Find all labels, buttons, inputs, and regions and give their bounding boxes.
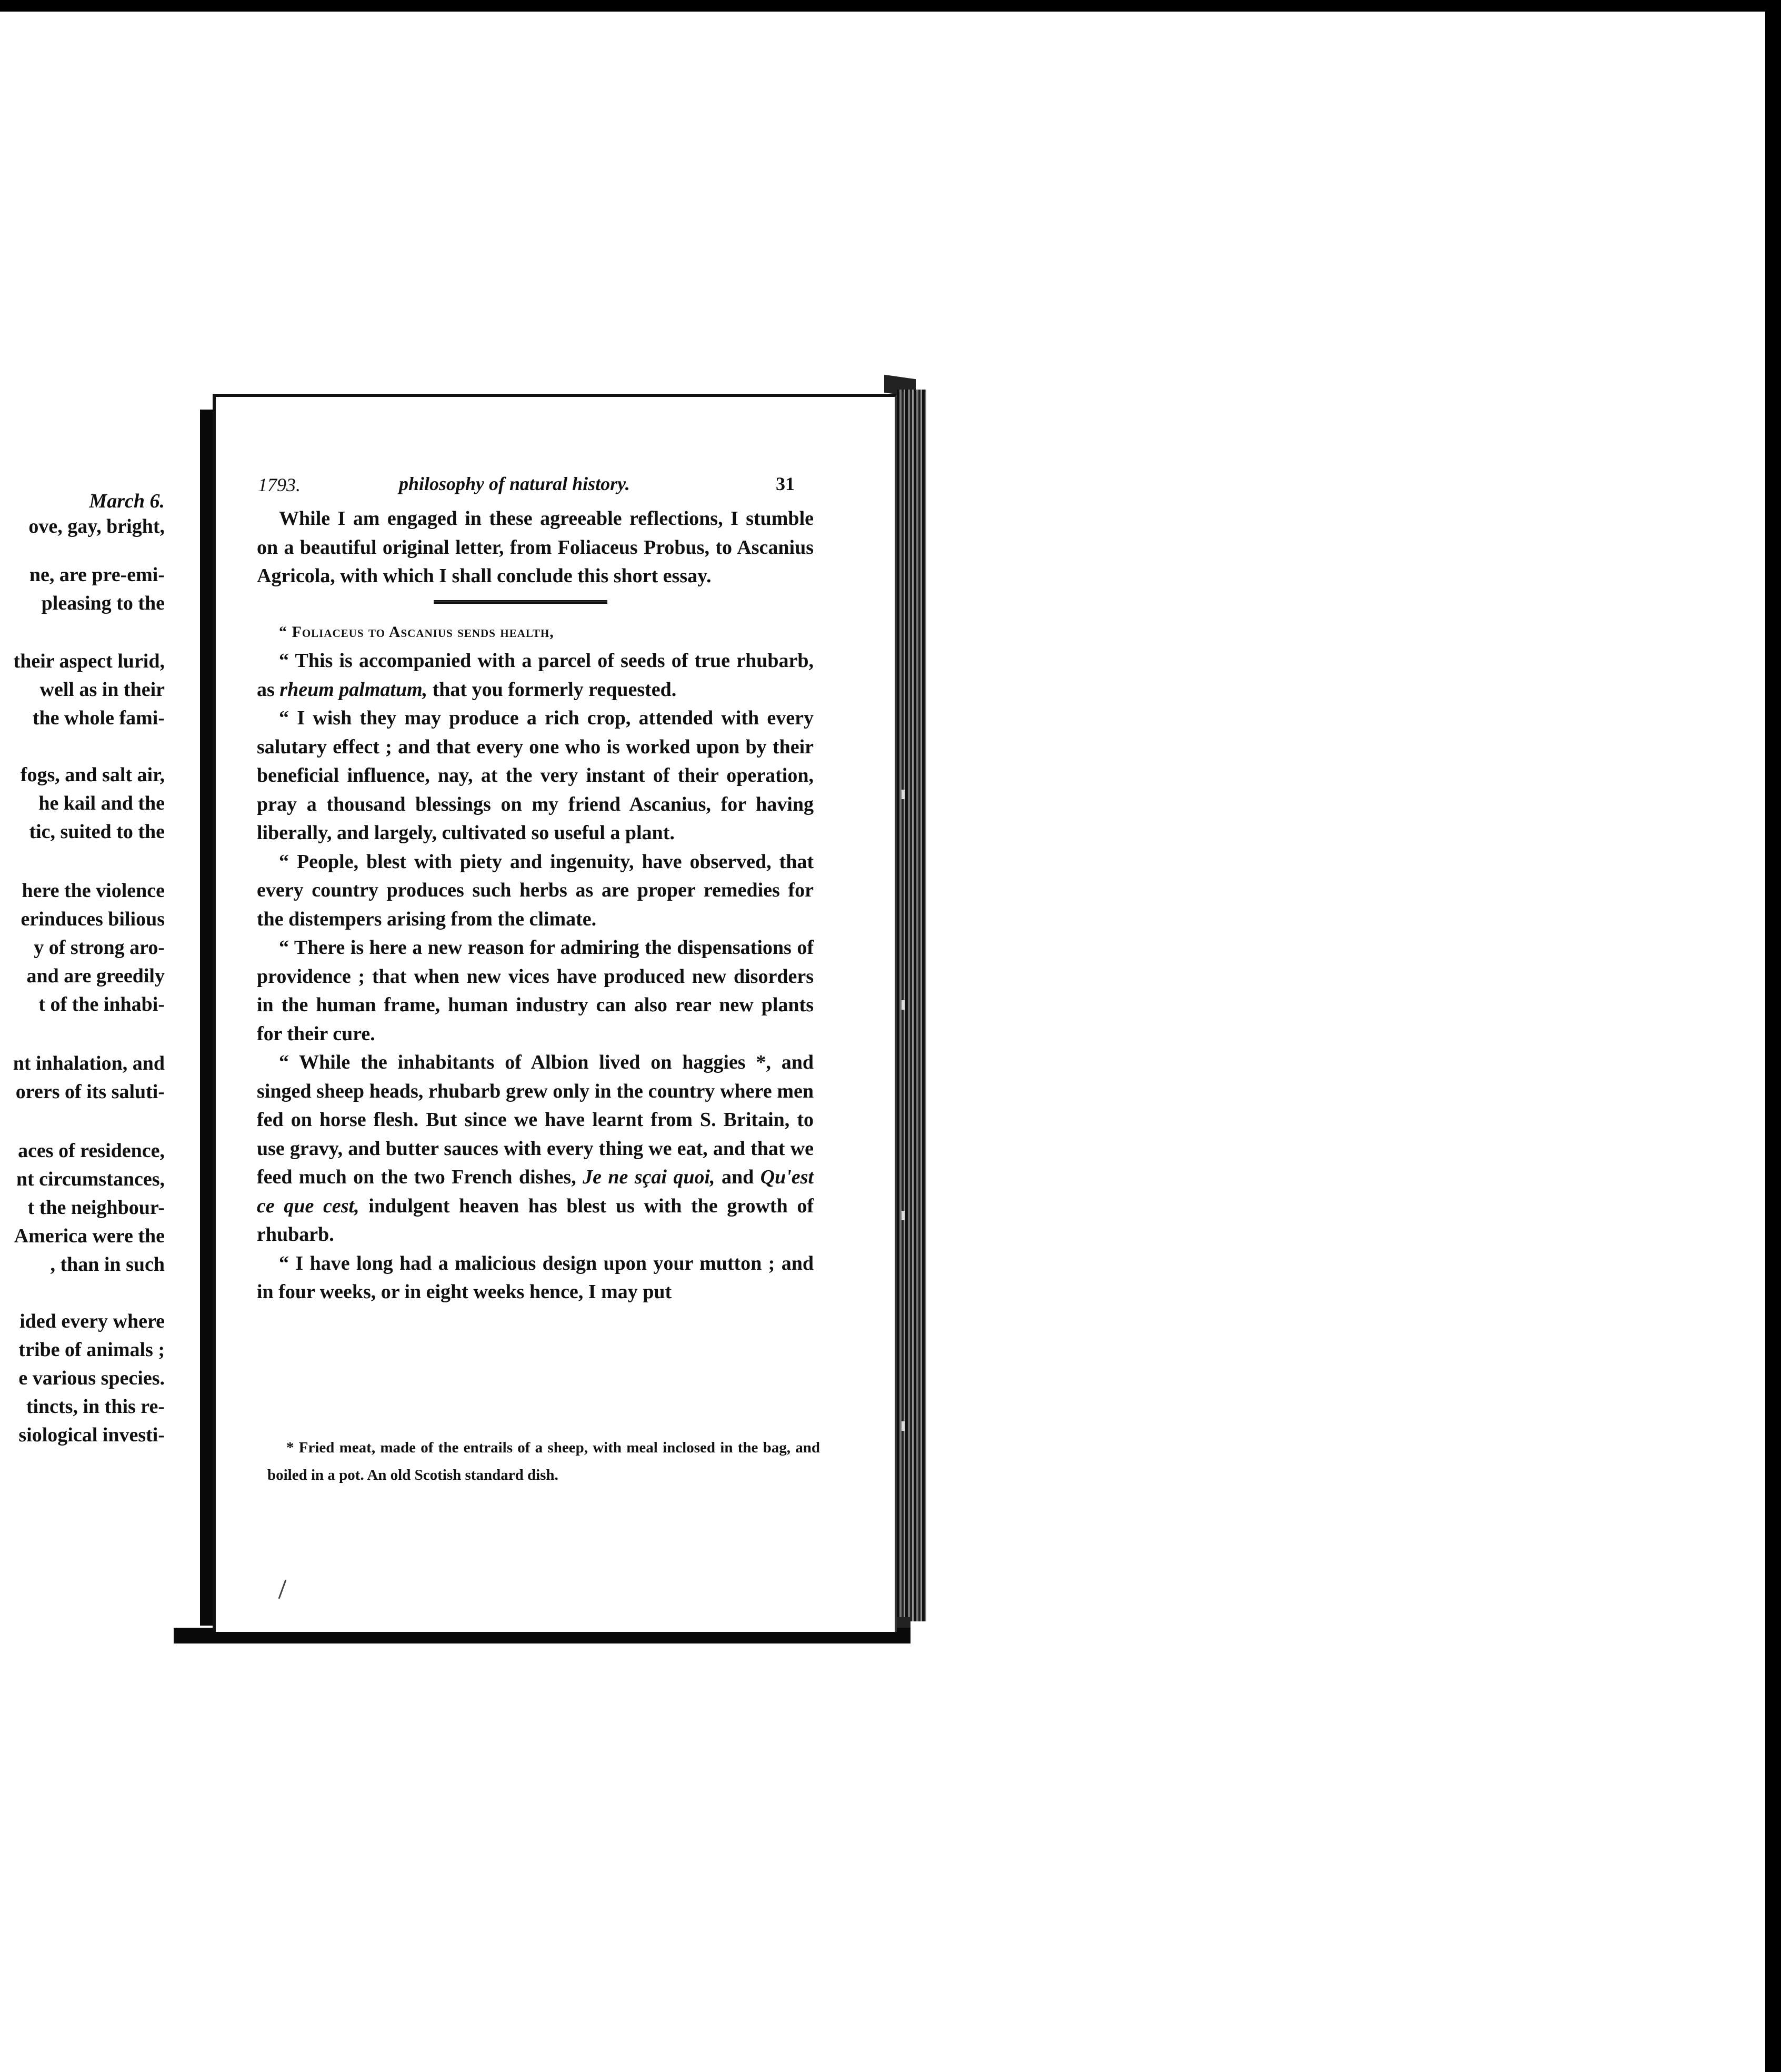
left-line: t the neighbour- bbox=[27, 1197, 165, 1219]
page-number: 31 bbox=[776, 473, 795, 494]
paragraph-text: that you formerly requested. bbox=[427, 678, 677, 701]
scan-edge-right bbox=[1765, 0, 1781, 2072]
left-line: he kail and the bbox=[38, 792, 165, 814]
left-line: erinduces bilious bbox=[21, 908, 165, 930]
left-line: tic, suited to the bbox=[29, 821, 165, 843]
left-line: well as in their bbox=[39, 679, 165, 701]
book-gutter bbox=[200, 410, 213, 1626]
left-line: nt inhalation, and bbox=[13, 1052, 165, 1074]
scan-edge-top bbox=[0, 0, 1781, 12]
left-line: t of the inhabi- bbox=[38, 993, 165, 1015]
left-line: the whole fami- bbox=[32, 707, 165, 729]
paragraph-text: and bbox=[715, 1166, 761, 1188]
left-line: orers of its saluti- bbox=[15, 1081, 165, 1103]
footnote-text: * Fried meat, made of the entrails of a sheep, with meal inclosed in the bag, and boiled in a pot. An old Scotish standard dish. bbox=[267, 1439, 820, 1483]
paragraph-text: “ While the inhabitants of Albion lived on haggies *, and singed sheep heads, rhubarb grew only in the country where men fed on horse flesh. But since we have learnt from S. Britain, to use gravy, and butter sauces with every thing we eat, and that we feed much on the two French dishes, bbox=[257, 1051, 814, 1188]
paragraph: “ There is here a new reason for admiring the dispensations of providence ; that when new vices have produced new disorders in the human frame, human industry can also rear new plants for their cure. bbox=[257, 937, 814, 1045]
left-line: y of strong aro- bbox=[34, 937, 165, 959]
left-line: ided every where bbox=[19, 1310, 165, 1332]
running-head-year: 1793. bbox=[258, 474, 301, 495]
left-line: and are greedily bbox=[26, 965, 165, 987]
left-line: here the violence bbox=[22, 880, 165, 902]
left-line: nt circumstances, bbox=[16, 1168, 165, 1190]
left-line: America were the bbox=[14, 1225, 165, 1247]
letter-heading: “ Foliaceus to Ascanius sends health, bbox=[279, 623, 554, 641]
page-edge-mark bbox=[902, 1000, 905, 1010]
left-line: ne, are pre-emi- bbox=[29, 564, 165, 586]
footnote bbox=[267, 1434, 820, 1489]
left-line: ove, gay, bright, bbox=[28, 515, 165, 537]
page-edge-mark bbox=[902, 1421, 905, 1431]
paragraph-text: “ This is accompanied with a parcel of seeds of true rhubarb, as bbox=[257, 650, 814, 701]
paragraph bbox=[257, 646, 814, 704]
left-page-header: March 6. bbox=[89, 490, 165, 512]
paragraph: “ I have long had a malicious design upon your mutton ; and in four weeks, or in eight weeks hence, I may put bbox=[257, 1252, 814, 1303]
left-line: , than in such bbox=[50, 1253, 165, 1276]
left-line: tribe of animals ; bbox=[18, 1339, 165, 1361]
paragraph: “ I wish they may produce a rich crop, attended with every salutary effect ; and that every one who is worked upon by their beneficial influence, nay, at the very instant of their operation, pray a thousand blessings on my friend Ascanius, for having liberally, and largely, cultivated so useful a plant. bbox=[257, 707, 814, 844]
page-edge-mark bbox=[902, 1211, 905, 1220]
body-text bbox=[257, 504, 814, 1307]
paragraph bbox=[257, 1048, 814, 1249]
left-line: their aspect lurid, bbox=[13, 650, 165, 672]
left-line: aces of residence, bbox=[18, 1140, 165, 1162]
section-rule bbox=[257, 591, 814, 618]
left-line: e various species. bbox=[18, 1367, 165, 1389]
left-page bbox=[0, 394, 221, 1632]
paragraph: “ People, blest with piety and ingenuity, have observed, that every country produces such herbs as are proper remedies for the distempers arising from the climate. bbox=[257, 850, 814, 930]
paragraph-italic: Je ne sçai quoi, bbox=[583, 1166, 715, 1188]
intro-paragraph: While I am engaged in these agreeable reflections, I stumble on a beautiful original letter, from Foliaceus Probus, to Ascanius Agricola, with which I shall conclude this short essay. bbox=[257, 507, 814, 587]
left-line: fogs, and salt air, bbox=[20, 764, 165, 786]
paragraph-text: indulgent heaven has blest us with the growth of rhubarb. bbox=[257, 1194, 814, 1246]
paragraph-italic: rheum palmatum, bbox=[279, 678, 428, 701]
left-line: pleasing to the bbox=[41, 592, 165, 614]
running-head bbox=[258, 473, 795, 504]
left-line: tincts, in this re- bbox=[26, 1396, 165, 1418]
page-edge-mark bbox=[902, 790, 905, 799]
running-head-title: philosophy of natural history. bbox=[399, 473, 630, 494]
left-line: siological investi- bbox=[18, 1424, 165, 1446]
paragraph-italic: Qu'est ce que cest, bbox=[257, 1166, 814, 1217]
